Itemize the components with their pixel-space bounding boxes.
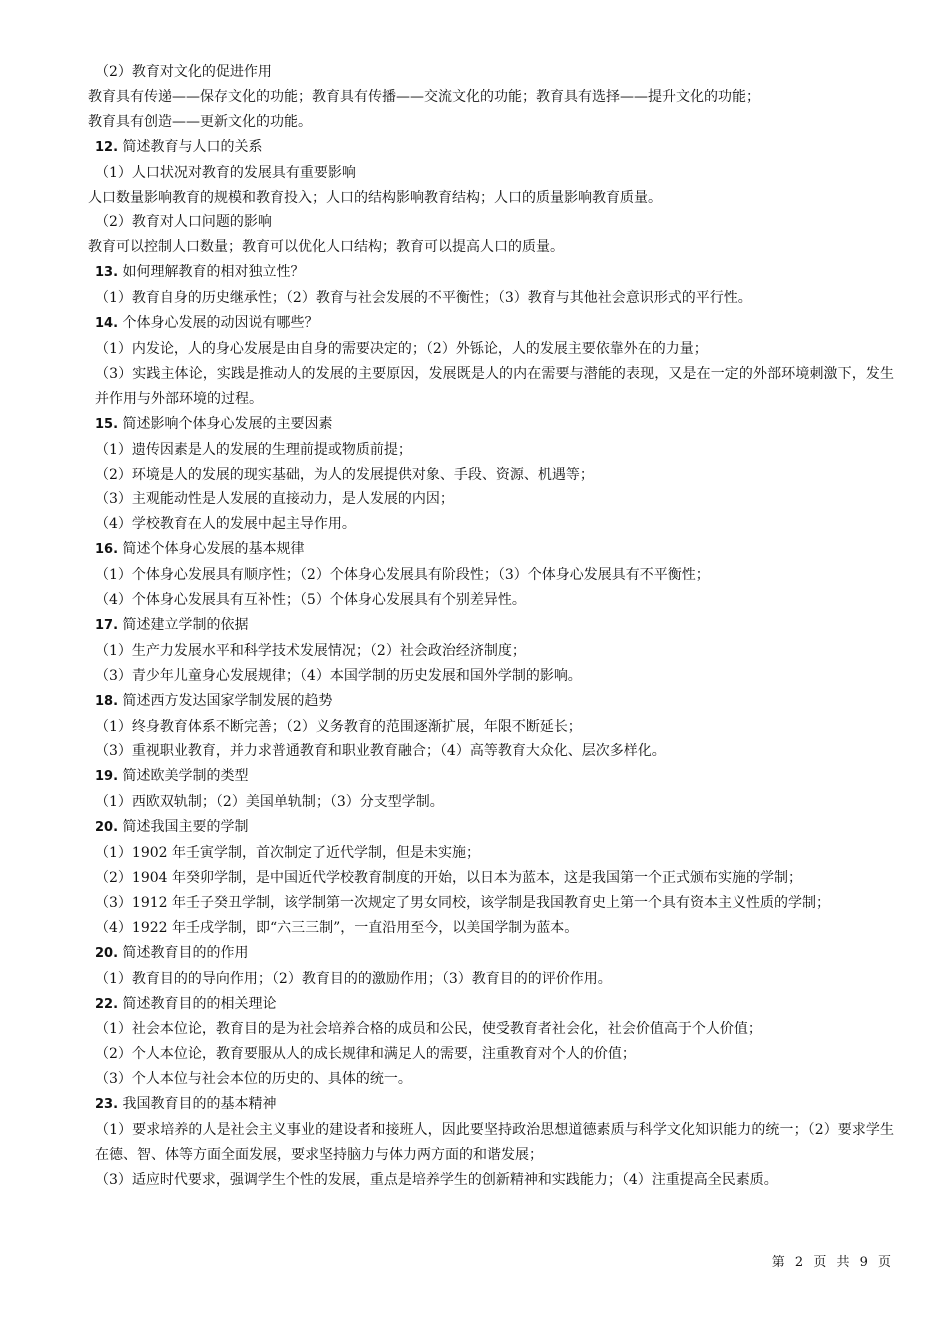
line-text: 人口数量影响教育的规模和教育投入；人口的结构影响教育结构；人口的质量影响教育质量。 — [88, 189, 662, 206]
question-heading — [88, 941, 894, 967]
line-text: （1）生产力发展水平和科学技术发展情况；（2）社会政治经济制度； — [95, 642, 526, 659]
text-line — [88, 1017, 894, 1042]
question-number: 12. — [95, 139, 119, 155]
text-line — [88, 1118, 894, 1168]
line-text: （4）学校教育在人的发展中起主导作用。 — [95, 516, 356, 533]
text-line — [88, 664, 894, 689]
text-line — [88, 916, 894, 941]
page-footer: 第 2 页 共 9 页 — [771, 1255, 894, 1270]
text-line — [88, 1067, 894, 1092]
line-text: （2）教育对文化的促进作用 — [95, 64, 272, 80]
line-text: 简述欧美学制的类型 — [122, 768, 249, 785]
question-heading — [88, 815, 894, 841]
line-text: 简述教育与人口的关系 — [122, 138, 263, 155]
line-text: 教育可以控制人口数量；教育可以优化人口结构；教育可以提高人口的质量。 — [88, 239, 564, 256]
text-line — [88, 60, 894, 85]
line-text: （3）适应时代要求，强调学生个性的发展，重点是培养学生的创新精神和实践能力；（4）注重提高全民素质。 — [95, 1171, 778, 1188]
line-text: （3）重视职业教育，并力求普通教育和职业教育融合；（4）高等教育大众化、层次多样化。 — [95, 743, 666, 760]
question-heading — [88, 412, 894, 438]
text-line — [88, 639, 894, 664]
line-text: 教育具有创造——更新文化的功能。 — [88, 113, 312, 130]
text-line — [88, 1168, 894, 1193]
text-line — [88, 286, 894, 311]
text-line — [88, 715, 894, 740]
line-text: 简述教育目的的作用 — [122, 944, 249, 961]
question-heading — [88, 260, 894, 286]
line-text: 简述个体身心发展的基本规律 — [122, 541, 305, 558]
line-text: （2）1904 年癸卯学制，是中国近代学校教育制度的开始，以日本为蓝本，这是我国第一个正式颁布实施的学制； — [95, 870, 802, 886]
line-text: （1）1902 年壬寅学制，首次制定了近代学制，但是未实施； — [95, 845, 480, 862]
line-text: 如何理解教育的相对独立性？ — [122, 264, 305, 281]
question-number: 15. — [95, 416, 119, 432]
line-text: （1）社会本位论，教育目的是为社会培养合格的成员和公民，使受教育者社会化，社会价值高于个人价值； — [95, 1021, 762, 1038]
line-text: （1）内发论，人的身心发展是由自身的需要决定的；（2）外铄论，人的发展主要依靠外在的力量； — [95, 340, 708, 357]
text-line — [88, 739, 894, 764]
text-line — [88, 463, 894, 488]
line-text: （1）人口状况对教育的发展具有重要影响 — [95, 164, 356, 181]
text-line — [88, 110, 894, 135]
line-text: 简述我国主要的学制 — [122, 819, 249, 836]
question-heading — [88, 537, 894, 563]
text-line — [88, 438, 894, 463]
line-text: 简述西方发达国家学制发展的趋势 — [122, 692, 333, 709]
question-heading — [88, 613, 894, 639]
line-text: （1）西欧双轨制；（2）美国单轨制；（3）分支型学制。 — [95, 794, 444, 811]
line-text: （3）主观能动性是人发展的直接动力，是人发展的内因； — [95, 491, 454, 508]
text-line — [88, 891, 894, 916]
question-number: 17. — [95, 617, 119, 633]
line-text: （1）遗传因素是人的发展的生理前提或物质前提； — [95, 441, 412, 458]
line-text: （3）青少年儿童身心发展规律；（4）本国学制的历史发展和国外学制的影响。 — [95, 667, 582, 684]
text-line — [88, 487, 894, 512]
text-line — [88, 362, 894, 412]
line-text: 简述影响个体身心发展的主要因素 — [122, 415, 333, 432]
line-text: （2）教育对人口问题的影响 — [95, 214, 272, 231]
line-text: （4）1922 年壬戌学制，即“六三三制”，一直沿用至今，以美国学制为蓝本。 — [95, 919, 579, 936]
line-text: （1）个体身心发展具有顺序性；（2）个体身心发展具有阶段性；（3）个体身心发展具有不平衡性； — [95, 567, 710, 584]
line-text: （3）实践主体论，实践是推动人的发展的主要原因，发展既是人的内在需要与潜能的表现，又是在一定的外部环境刺激下，发生并作用与外部环境的过程。 — [95, 365, 894, 407]
question-number: 20. — [95, 820, 119, 836]
text-line — [88, 790, 894, 815]
question-number: 14. — [95, 316, 119, 332]
text-line — [88, 512, 894, 537]
line-text: 简述教育目的的相关理论 — [122, 995, 277, 1012]
text-line — [88, 967, 894, 992]
line-text: 简述建立学制的依据 — [122, 616, 249, 633]
question-number: 19. — [95, 769, 119, 785]
question-heading — [88, 135, 894, 161]
line-text: 我国教育目的的基本精神 — [122, 1096, 277, 1113]
line-text: （1）要求培养的人是社会主义事业的建设者和接班人，因此要坚持政治思想道德素质与科学文化知识能力的统一；（2）要求学生在德、智、体等方面全面发展，要求坚持脑力与体力两方面的和谐发展； — [95, 1122, 894, 1163]
line-text: （1）终身教育体系不断完善；（2）义务教育的范围逐渐扩展，年限不断延长； — [95, 718, 582, 735]
question-number: 16. — [95, 542, 119, 558]
text-line — [88, 563, 894, 588]
line-text: （4）个体身心发展具有互补性；（5）个体身心发展具有个别差异性。 — [95, 592, 526, 609]
text-line — [88, 1042, 894, 1067]
text-line — [88, 841, 894, 866]
question-heading — [88, 311, 894, 337]
question-number: 18. — [95, 693, 119, 709]
text-line — [88, 85, 894, 110]
line-text: （2）个人本位论，教育要服从人的成长规律和满足人的需要，注重教育对个人的价值； — [95, 1046, 636, 1063]
line-text: （1）教育自身的历史继承性；（2）教育与社会发展的不平衡性；（3）教育与其他社会意识形式的平行性。 — [95, 290, 752, 307]
line-text: （3）1912 年壬子癸丑学制，该学制第一次规定了男女同校，该学制是我国教育史上第一个具有资本主义性质的学制； — [95, 894, 830, 911]
text-line — [88, 210, 894, 235]
text-line — [88, 337, 894, 362]
text-line — [88, 866, 894, 891]
question-heading — [88, 764, 894, 790]
text-line — [88, 161, 894, 186]
question-heading — [88, 689, 894, 715]
question-number: 13. — [95, 265, 119, 281]
question-heading — [88, 1092, 894, 1118]
text-line — [88, 186, 894, 211]
document-page — [88, 60, 894, 1193]
line-text: 个体身心发展的动因说有哪些？ — [122, 315, 319, 332]
question-heading — [88, 992, 894, 1018]
text-line — [88, 235, 894, 260]
question-number: 22. — [95, 996, 119, 1012]
line-text: （2）环境是人的发展的现实基础，为人的发展提供对象、手段、资源、机遇等； — [95, 466, 594, 483]
text-line — [88, 588, 894, 613]
question-number: 23. — [95, 1097, 119, 1113]
line-text: （3）个人本位与社会本位的历史的、具体的统一。 — [95, 1071, 412, 1088]
question-number: 20. — [95, 945, 119, 961]
line-text: 教育具有传递——保存文化的功能；教育具有传播——交流文化的功能；教育具有选择——提升文化的功能； — [88, 88, 760, 105]
line-text: （1）教育目的的导向作用；（2）教育目的的激励作用；（3）教育目的的评价作用。 — [95, 970, 612, 987]
